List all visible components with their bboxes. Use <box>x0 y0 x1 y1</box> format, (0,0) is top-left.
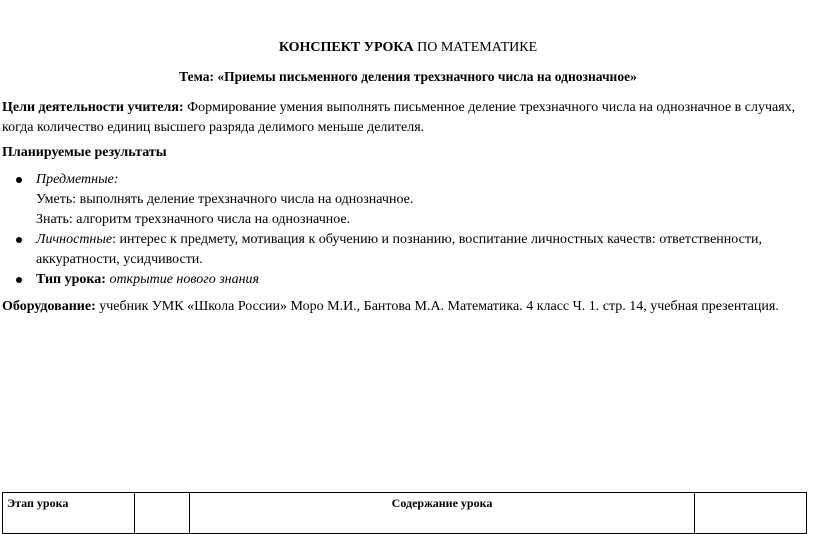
title-bold: КОНСПЕКТ УРОКА <box>278 40 414 55</box>
header-empty-cell <box>135 493 190 534</box>
equipment-label: Оборудование: <box>2 299 96 314</box>
equipment <box>2 297 802 317</box>
teacher-goals <box>2 98 802 138</box>
equipment-text: учебник УМК «Школа России» Моро М.И., Бантова М.А. Математика. 4 класс Ч. 1. стр. 14, учебная презентация. <box>95 299 779 314</box>
lesson-topic <box>0 68 816 86</box>
subject-knowledge: Знать: алгоритм трехзначного числа на однозначное. <box>36 212 351 227</box>
list-item <box>0 230 805 270</box>
document-title <box>0 39 816 57</box>
goals-text: Формирование умения выполнять письменное деление трехзначного числа на однозначное в случаях, когда количество единиц высшего разряда делимого меньше делителя. <box>2 100 796 135</box>
title-rest: ПО МАТЕМАТИКЕ <box>413 40 538 55</box>
subject-skill: Уметь: выполнять деление трехзначного числа на однозначное. <box>36 192 414 207</box>
header-empty-cell <box>695 493 807 534</box>
topic-label: Тема: <box>179 69 218 84</box>
bullet-icon <box>16 237 22 243</box>
topic-text: «Приемы письменного деления трехзначного числа на однозначное» <box>217 69 637 84</box>
list-item <box>0 170 805 230</box>
bullet-icon <box>16 177 22 183</box>
list-item <box>0 270 805 290</box>
personal-text: : интерес к предмету, мотивация к обучению и познанию, воспитание личностных качеств: ответственности, аккуратности, усидчивости. <box>36 232 762 267</box>
personal-label: Личностные <box>36 232 113 247</box>
header-stage: Этап урока <box>3 493 135 534</box>
lesson-type-label: Тип урока: <box>36 272 106 287</box>
planned-results-heading: Планируемые результаты <box>2 145 167 160</box>
goals-label: Цели деятельности учителя: <box>2 100 184 115</box>
table-row <box>3 493 807 534</box>
results-list <box>0 170 805 290</box>
lesson-type-value: открытие нового знания <box>109 272 260 287</box>
bullet-icon <box>16 277 22 283</box>
lesson-table <box>2 492 807 534</box>
subject-label: Предметные: <box>36 172 119 187</box>
header-content: Содержание урока <box>190 493 695 534</box>
